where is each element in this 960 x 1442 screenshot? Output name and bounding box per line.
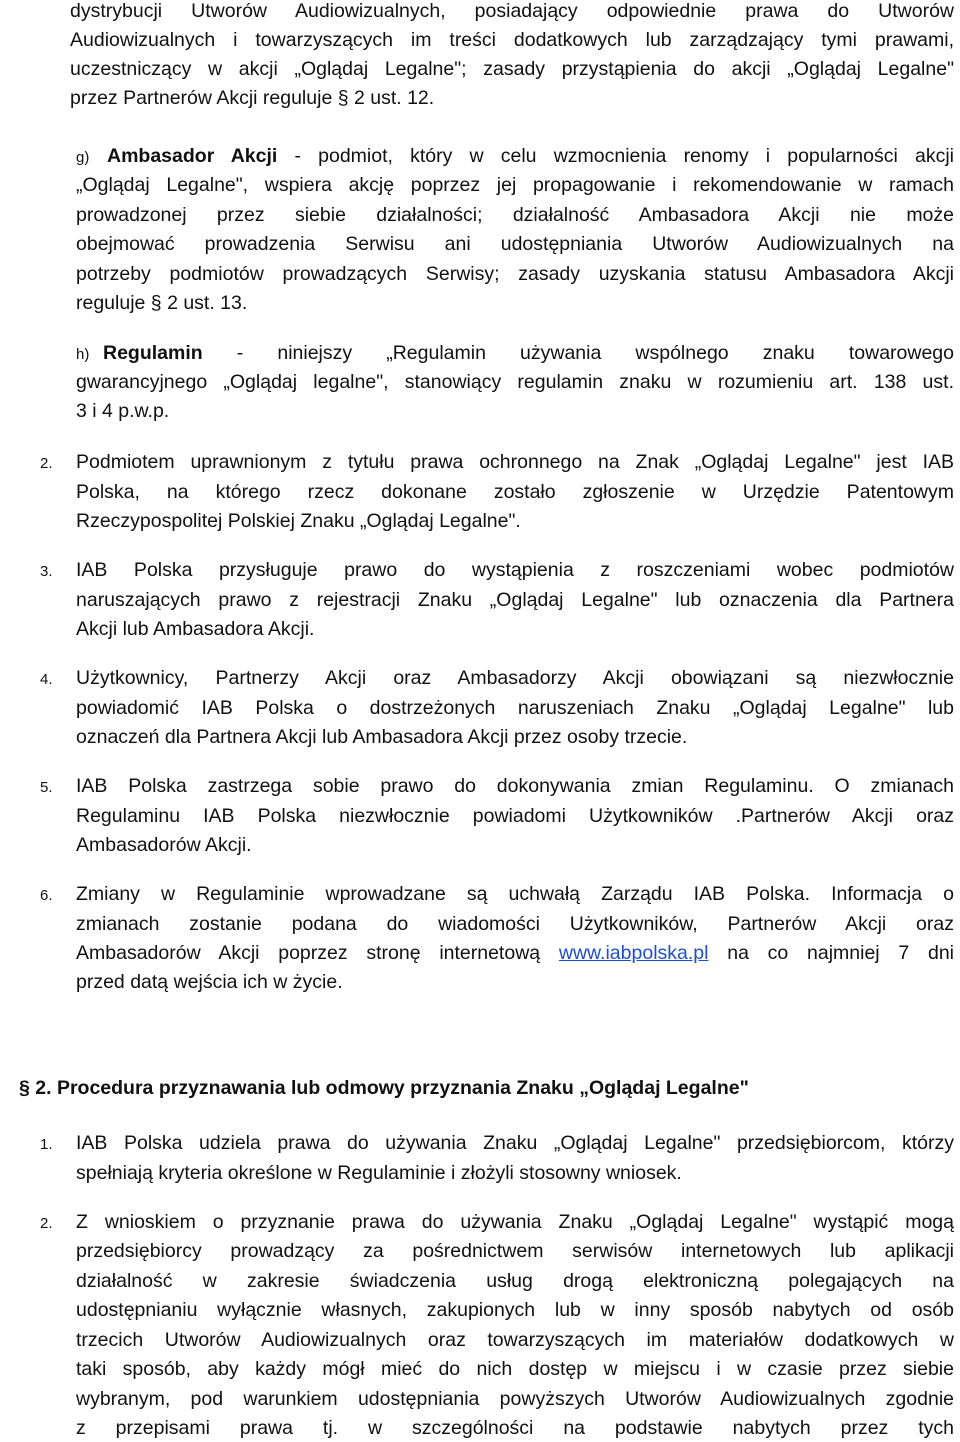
- text-segment: na co najmniej 7 dni: [708, 942, 954, 964]
- definition-label: g): [76, 149, 90, 166]
- text-line: dystrybucji Utworów Audiowizualnych, posiadający odpowiednie prawa do Utworów: [70, 0, 954, 22]
- text-line: powiadomić IAB Polska o dostrzeżonych naruszeniach Znaku „Oglądaj Legalne" lub: [76, 697, 954, 719]
- text-line: naruszających prawo z rejestracji Znaku „Oglądaj Legalne" lub oznaczenia dla Partnera: [76, 589, 954, 611]
- text-line: działalność w zakresie świadczenia usług drogą elektroniczną polegających na: [76, 1270, 954, 1292]
- text-line: przedsiębiorcy prowadzący za pośrednictwem serwisów internetowych lub aplikacji: [76, 1240, 954, 1262]
- iabpolska-link[interactable]: www.iabpolska.pl: [558, 942, 709, 964]
- text-line: Polska, na którego rzecz dokonane zostało zgłoszenie w Urzędzie Patentowym: [76, 481, 954, 503]
- text-line: „Oglądaj Legalne", wspiera akcję poprzez jej propagowanie i rekomendowanie w ramach: [76, 174, 954, 196]
- point-number: 3.: [40, 563, 53, 580]
- definition-term: Ambasador Akcji: [107, 145, 278, 167]
- section-heading: § 2. Procedura przyznawania lub odmowy przyznania Znaku „Oglądaj Legalne": [19, 1077, 749, 1099]
- text-line: Z wnioskiem o przyznanie prawa do używania Znaku „Oglądaj Legalne" wystąpić mogą: [76, 1211, 954, 1233]
- text-line: uczestniczący w akcji „Oglądaj Legalne"; zasady przystąpienia do akcji „Oglądaj Legalne": [70, 58, 954, 80]
- text-line: obejmować prowadzenia Serwisu ani udostępniania Utworów Audiowizualnych na: [76, 233, 954, 255]
- definition-term: Regulamin: [103, 342, 203, 364]
- definition-label: h): [76, 346, 90, 363]
- text-line: 3 i 4 p.w.p.: [76, 400, 170, 422]
- point-number: 5.: [40, 779, 53, 796]
- text-line: Zmiany w Regulaminie wprowadzane są uchwałą Zarządu IAB Polska. Informacja o: [76, 883, 954, 905]
- text-line: [76, 942, 954, 966]
- definition-text: - podmiot, który w celu wzmocnienia renomy i popularności akcji: [277, 145, 954, 167]
- text-line: [107, 145, 954, 169]
- text-line: przez Partnerów Akcji reguluje § 2 ust. 12.: [70, 87, 435, 109]
- text-line: przed datą wejścia ich w życie.: [76, 971, 343, 993]
- text-line: trzecich Utworów Audiowizualnych oraz towarzyszących im materiałów dodatkowych w: [76, 1329, 954, 1351]
- text-segment: Ambasadorów Akcji poprzez stronę internetową: [76, 942, 559, 964]
- text-line: Rzeczypospolitej Polskiej Znaku „Oglądaj Legalne".: [76, 510, 521, 532]
- point-number: 2.: [40, 455, 53, 472]
- definition-text: - niniejszy „Regulamin używania wspólnego znaku towarowego: [202, 342, 954, 364]
- text-line: Ambasadorów Akcji.: [76, 834, 252, 856]
- point-number: 2.: [40, 1215, 53, 1232]
- point-number: 1.: [40, 1136, 53, 1153]
- text-line: reguluje § 2 ust. 13.: [76, 292, 248, 314]
- text-line: gwarancyjnego „Oglądaj legalne", stanowiący regulamin znaku w rozumieniu art. 138 ust.: [76, 371, 954, 393]
- text-line: Audiowizualnych i towarzyszących im treści dodatkowych lub zarządzający tymi prawami,: [70, 29, 954, 51]
- text-line: Podmiotem uprawnionym z tytułu prawa ochronnego na Znak „Oglądaj Legalne" jest IAB: [76, 451, 954, 473]
- text-line: [103, 342, 954, 366]
- text-line: taki sposób, aby każdy mógł mieć do nich dostęp w miejscu i w czasie przez siebie: [76, 1358, 954, 1380]
- point-number: 4.: [40, 671, 53, 688]
- text-line: wybranym, pod warunkiem udostępniania powyższych Utworów Audiowizualnych zgodnie: [76, 1388, 954, 1410]
- text-line: z przepisami prawa tj. w szczególności na podstawie nabytych przez tych: [76, 1417, 954, 1439]
- text-line: zmianach zostanie podana do wiadomości Użytkowników, Partnerów Akcji oraz: [76, 913, 954, 935]
- text-line: potrzeby podmiotów prowadzących Serwisy; zasady uzyskania statusu Ambasadora Akcji: [76, 263, 954, 285]
- text-line: Akcji lub Ambasadora Akcji.: [76, 618, 315, 640]
- text-line: Użytkownicy, Partnerzy Akcji oraz Ambasadorzy Akcji obowiązani są niezwłocznie: [76, 667, 954, 689]
- text-line: IAB Polska udziela prawa do używania Znaku „Oglądaj Legalne" przedsiębiorcom, którzy: [76, 1132, 954, 1154]
- text-line: Regulaminu IAB Polska niezwłocznie powiadomi Użytkowników .Partnerów Akcji oraz: [76, 805, 954, 827]
- point-number: 6.: [40, 887, 53, 904]
- text-line: IAB Polska przysługuje prawo do wystąpienia z roszczeniami wobec podmiotów: [76, 559, 954, 581]
- text-line: spełniają kryteria określone w Regulaminie i złożyli stosowny wniosek.: [76, 1162, 682, 1184]
- text-line: IAB Polska zastrzega sobie prawo do dokonywania zmian Regulaminu. O zmianach: [76, 775, 954, 797]
- text-line: prowadzonej przez siebie działalności; działalność Ambasadora Akcji nie może: [76, 204, 954, 226]
- text-line: udostępnianiu wyłącznie własnych, zakupionych lub w inny sposób nabytych od osób: [76, 1299, 954, 1321]
- text-line: oznaczeń dla Partnera Akcji lub Ambasadora Akcji przez osoby trzecie.: [76, 726, 688, 748]
